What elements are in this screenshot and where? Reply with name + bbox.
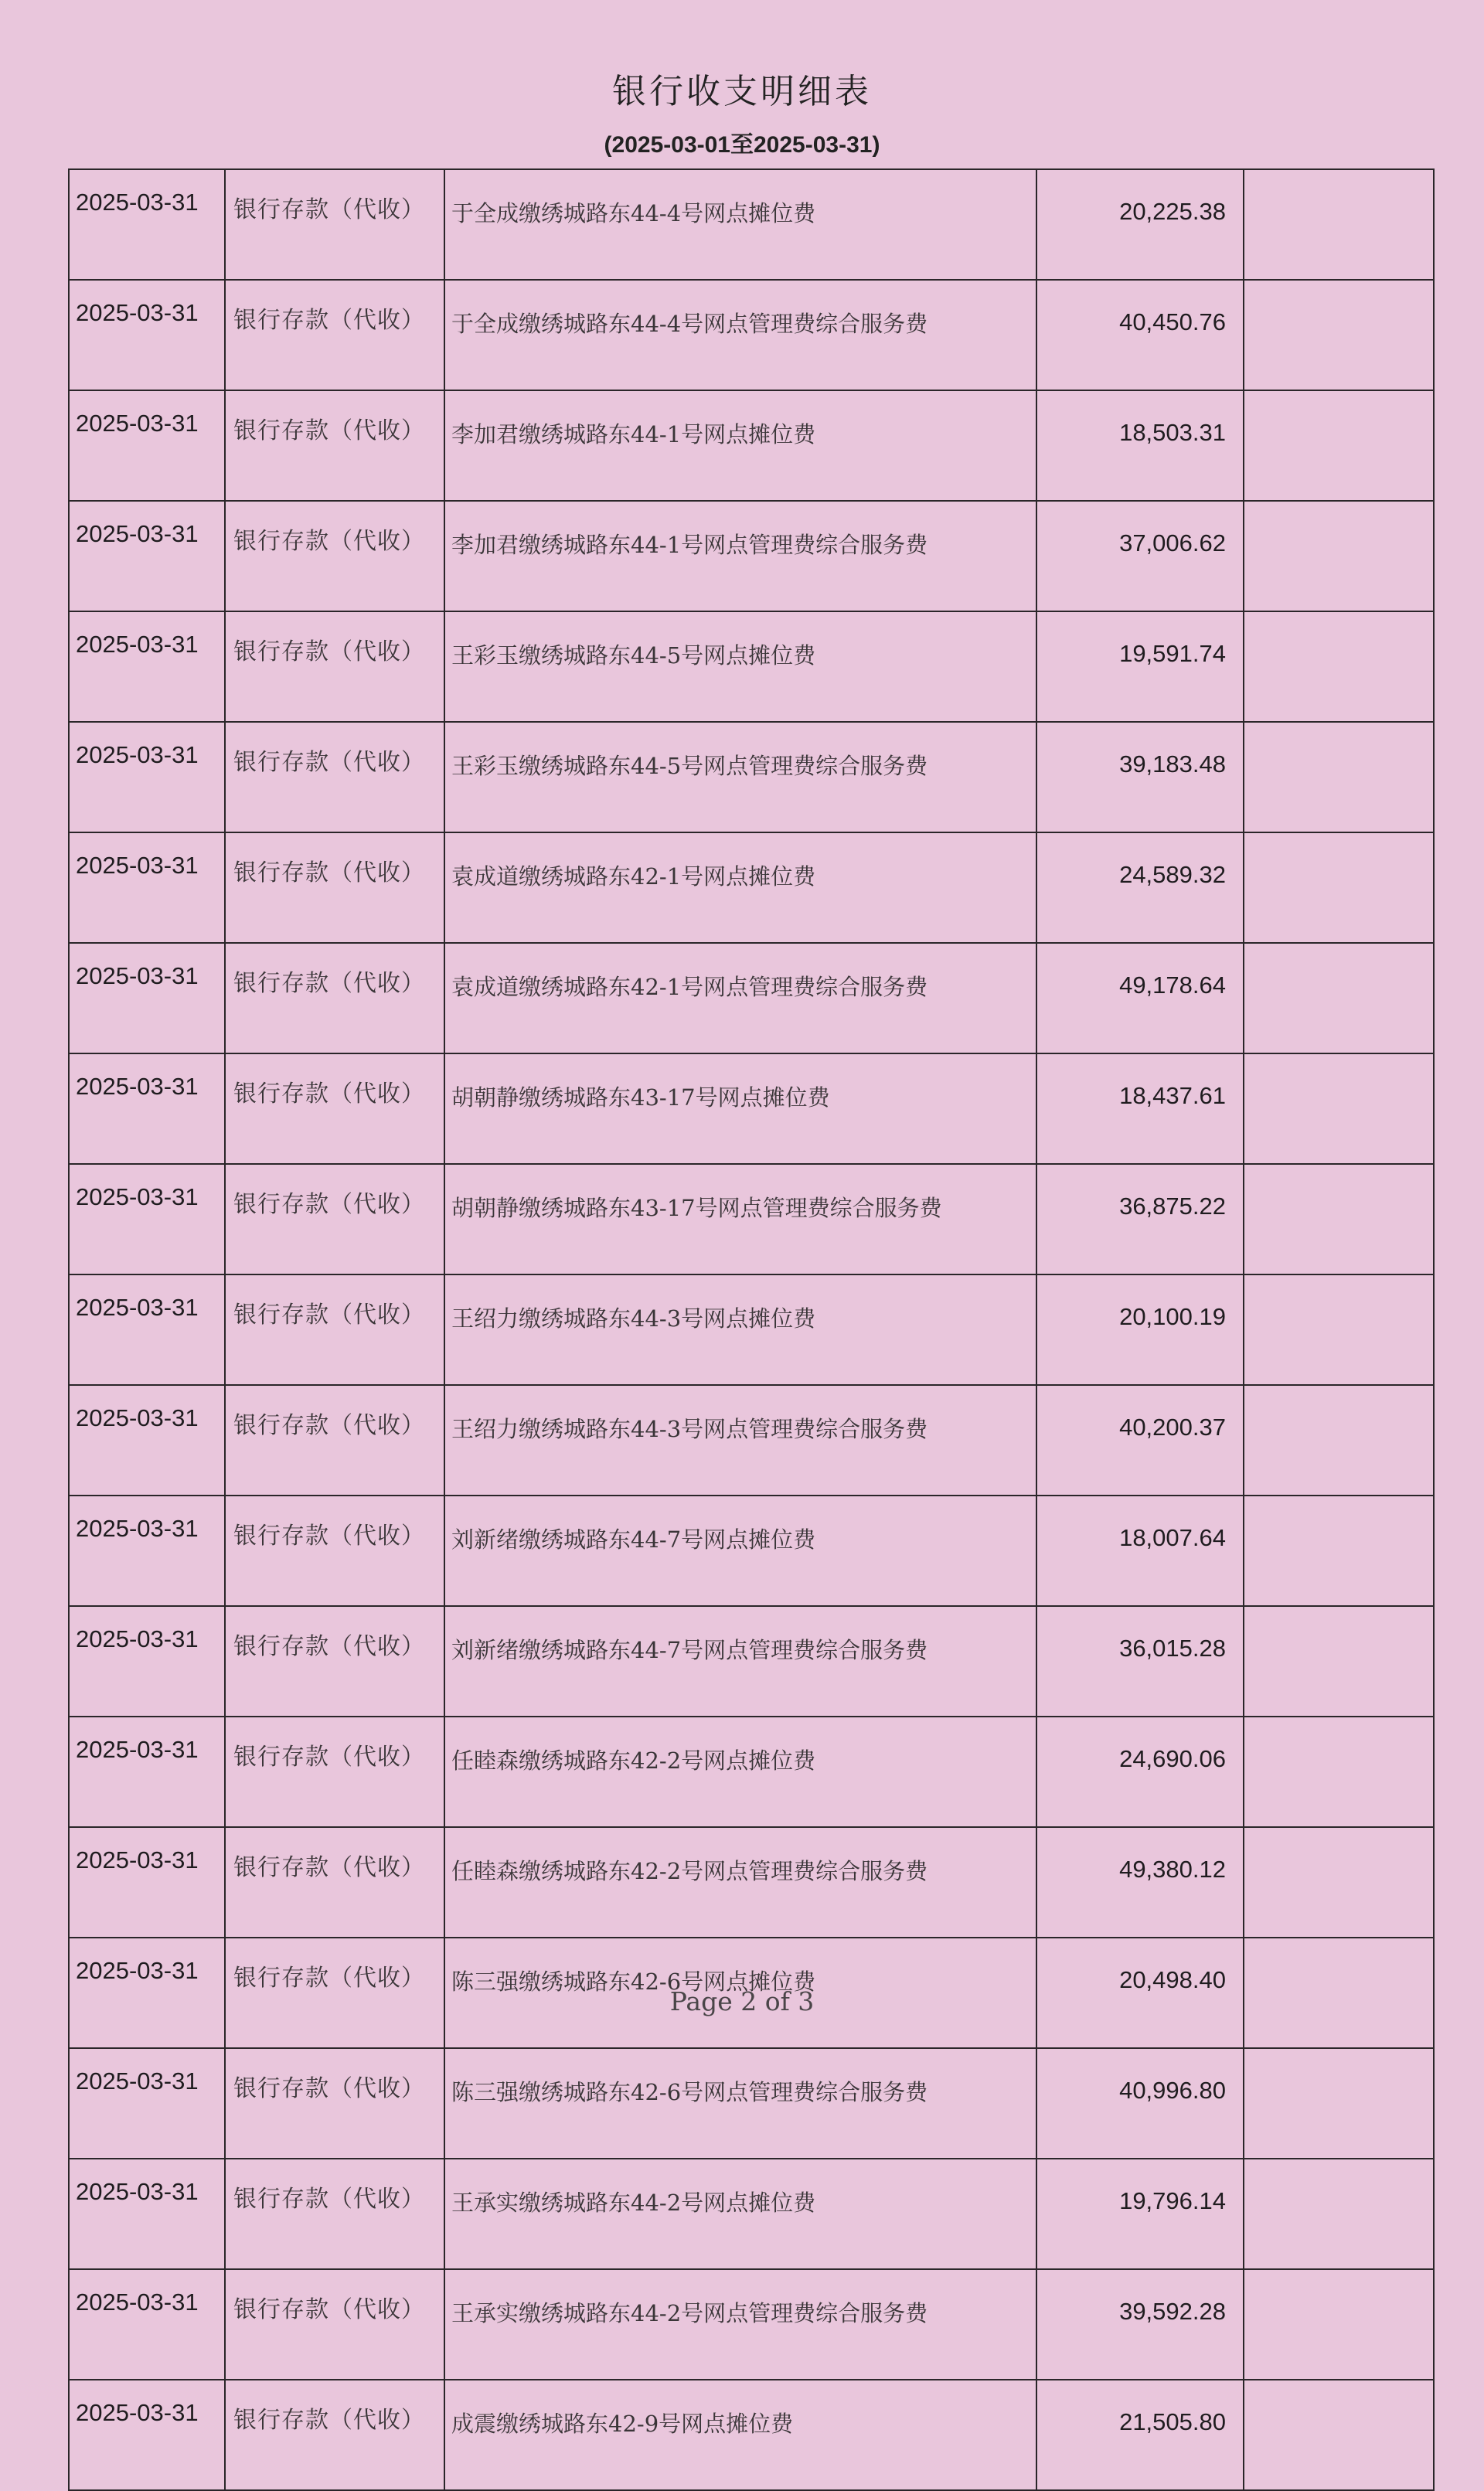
page-subtitle-period: (2025-03-01至2025-03-31) (604, 132, 880, 158)
page-title: 银行收支明细表 (612, 72, 872, 111)
row-amount: 39,592.28 (1036, 2269, 1244, 2380)
row-empty-cell (1244, 1274, 1434, 1385)
row-date: 2025-03-31 (69, 611, 225, 722)
row-description: 刘新绪缴绣城路东44-7号网点摊位费 (444, 1496, 1036, 1606)
row-amount: 49,380.12 (1036, 1827, 1244, 1938)
row-empty-cell (1244, 501, 1434, 611)
row-date: 2025-03-31 (69, 2269, 225, 2380)
row-amount: 40,450.76 (1036, 280, 1244, 390)
row-empty-cell (1244, 2380, 1434, 2490)
table-row (69, 1717, 1434, 1827)
row-amount: 20,498.40 (1036, 1938, 1244, 2048)
row-date: 2025-03-31 (69, 1717, 225, 1827)
row-date: 2025-03-31 (69, 2380, 225, 2490)
row-account: 银行存款（代收） (225, 1938, 444, 2048)
row-account: 银行存款（代收） (225, 390, 444, 501)
table-row (69, 832, 1434, 943)
table-row (69, 2380, 1434, 2490)
ledger-table (68, 168, 1435, 2491)
table-row (69, 1827, 1434, 1938)
row-description: 李加君缴绣城路东44-1号网点管理费综合服务费 (444, 501, 1036, 611)
row-account: 银行存款（代收） (225, 1164, 444, 1274)
row-account: 银行存款（代收） (225, 280, 444, 390)
row-description: 于全成缴绣城路东44-4号网点摊位费 (444, 169, 1036, 280)
row-amount: 49,178.64 (1036, 943, 1244, 1053)
row-empty-cell (1244, 943, 1434, 1053)
row-date: 2025-03-31 (69, 722, 225, 832)
row-empty-cell (1244, 1385, 1434, 1496)
row-date: 2025-03-31 (69, 1274, 225, 1385)
row-empty-cell (1244, 1053, 1434, 1164)
row-amount: 40,996.80 (1036, 2048, 1244, 2159)
row-date: 2025-03-31 (69, 1053, 225, 1164)
row-amount: 18,503.31 (1036, 390, 1244, 501)
row-amount: 20,225.38 (1036, 169, 1244, 280)
row-empty-cell (1244, 2048, 1434, 2159)
row-date: 2025-03-31 (69, 501, 225, 611)
table-row (69, 1385, 1434, 1496)
row-date: 2025-03-31 (69, 2159, 225, 2269)
row-empty-cell (1244, 2159, 1434, 2269)
row-account: 银行存款（代收） (225, 2159, 444, 2269)
row-description: 刘新绪缴绣城路东44-7号网点管理费综合服务费 (444, 1606, 1036, 1717)
row-description: 于全成缴绣城路东44-4号网点管理费综合服务费 (444, 280, 1036, 390)
row-amount: 19,796.14 (1036, 2159, 1244, 2269)
row-empty-cell (1244, 1606, 1434, 1717)
row-description: 王承实缴绣城路东44-2号网点摊位费 (444, 2159, 1036, 2269)
table-row (69, 390, 1434, 501)
row-account: 银行存款（代收） (225, 611, 444, 722)
table-row (69, 501, 1434, 611)
page-number: Page 2 of 3 (669, 1986, 815, 2016)
row-description: 王承实缴绣城路东44-2号网点管理费综合服务费 (444, 2269, 1036, 2380)
table-row (69, 722, 1434, 832)
row-account: 银行存款（代收） (225, 1606, 444, 1717)
row-description: 胡朝静缴绣城路东43-17号网点摊位费 (444, 1053, 1036, 1164)
row-empty-cell (1244, 722, 1434, 832)
row-description: 陈三强缴绣城路东42-6号网点管理费综合服务费 (444, 2048, 1036, 2159)
row-description: 王绍力缴绣城路东44-3号网点管理费综合服务费 (444, 1385, 1036, 1496)
row-amount: 20,100.19 (1036, 1274, 1244, 1385)
row-description: 李加君缴绣城路东44-1号网点摊位费 (444, 390, 1036, 501)
row-empty-cell (1244, 2269, 1434, 2380)
table-row (69, 1053, 1434, 1164)
row-account: 银行存款（代收） (225, 2269, 444, 2380)
row-date: 2025-03-31 (69, 1938, 225, 2048)
row-description: 王彩玉缴绣城路东44-5号网点管理费综合服务费 (444, 722, 1036, 832)
row-empty-cell (1244, 169, 1434, 280)
row-date: 2025-03-31 (69, 390, 225, 501)
table-row (69, 2159, 1434, 2269)
row-date: 2025-03-31 (69, 832, 225, 943)
table-row (69, 611, 1434, 722)
row-description: 成震缴绣城路东42-9号网点摊位费 (444, 2380, 1036, 2490)
row-amount: 18,437.61 (1036, 1053, 1244, 1164)
row-amount: 40,200.37 (1036, 1385, 1244, 1496)
table-row (69, 943, 1434, 1053)
row-description: 袁成道缴绣城路东42-1号网点摊位费 (444, 832, 1036, 943)
row-description: 王彩玉缴绣城路东44-5号网点摊位费 (444, 611, 1036, 722)
row-empty-cell (1244, 1717, 1434, 1827)
row-amount: 24,589.32 (1036, 832, 1244, 943)
row-amount: 36,015.28 (1036, 1606, 1244, 1717)
row-account: 银行存款（代收） (225, 1717, 444, 1827)
row-date: 2025-03-31 (69, 2048, 225, 2159)
row-description: 任睦森缴绣城路东42-2号网点管理费综合服务费 (444, 1827, 1036, 1938)
table-row (69, 169, 1434, 280)
row-account: 银行存款（代收） (225, 943, 444, 1053)
table-row (69, 2048, 1434, 2159)
row-account: 银行存款（代收） (225, 1496, 444, 1606)
table-row (69, 1274, 1434, 1385)
table-row (69, 1606, 1434, 1717)
row-date: 2025-03-31 (69, 943, 225, 1053)
row-amount: 18,007.64 (1036, 1496, 1244, 1606)
row-account: 银行存款（代收） (225, 722, 444, 832)
row-description: 袁成道缴绣城路东42-1号网点管理费综合服务费 (444, 943, 1036, 1053)
table-row (69, 2269, 1434, 2380)
row-account: 银行存款（代收） (225, 1053, 444, 1164)
row-date: 2025-03-31 (69, 1827, 225, 1938)
row-date: 2025-03-31 (69, 1606, 225, 1717)
row-empty-cell (1244, 611, 1434, 722)
row-empty-cell (1244, 832, 1434, 943)
row-account: 银行存款（代收） (225, 832, 444, 943)
row-amount: 37,006.62 (1036, 501, 1244, 611)
row-amount: 21,505.80 (1036, 2380, 1244, 2490)
row-description: 陈三强缴绣城路东42-6号网点摊位费 (444, 1938, 1036, 2048)
row-account: 银行存款（代收） (225, 1827, 444, 1938)
row-empty-cell (1244, 1164, 1434, 1274)
table-row (69, 280, 1434, 390)
row-empty-cell (1244, 1496, 1434, 1606)
row-description: 任睦森缴绣城路东42-2号网点摊位费 (444, 1717, 1036, 1827)
row-account: 银行存款（代收） (225, 169, 444, 280)
table-row (69, 1496, 1434, 1606)
row-empty-cell (1244, 390, 1434, 501)
row-description: 王绍力缴绣城路东44-3号网点摊位费 (444, 1274, 1036, 1385)
row-amount: 24,690.06 (1036, 1717, 1244, 1827)
row-account: 银行存款（代收） (225, 1274, 444, 1385)
row-date: 2025-03-31 (69, 280, 225, 390)
table-row (69, 1164, 1434, 1274)
row-description: 胡朝静缴绣城路东43-17号网点管理费综合服务费 (444, 1164, 1036, 1274)
ledger-body (69, 169, 1434, 2490)
row-amount: 19,591.74 (1036, 611, 1244, 722)
row-amount: 39,183.48 (1036, 722, 1244, 832)
row-account: 银行存款（代收） (225, 2380, 444, 2490)
row-account: 银行存款（代收） (225, 1385, 444, 1496)
row-amount: 36,875.22 (1036, 1164, 1244, 1274)
row-account: 银行存款（代收） (225, 501, 444, 611)
row-date: 2025-03-31 (69, 169, 225, 280)
row-account: 银行存款（代收） (225, 2048, 444, 2159)
row-date: 2025-03-31 (69, 1164, 225, 1274)
row-empty-cell (1244, 1827, 1434, 1938)
row-date: 2025-03-31 (69, 1385, 225, 1496)
row-empty-cell (1244, 280, 1434, 390)
row-date: 2025-03-31 (69, 1496, 225, 1606)
